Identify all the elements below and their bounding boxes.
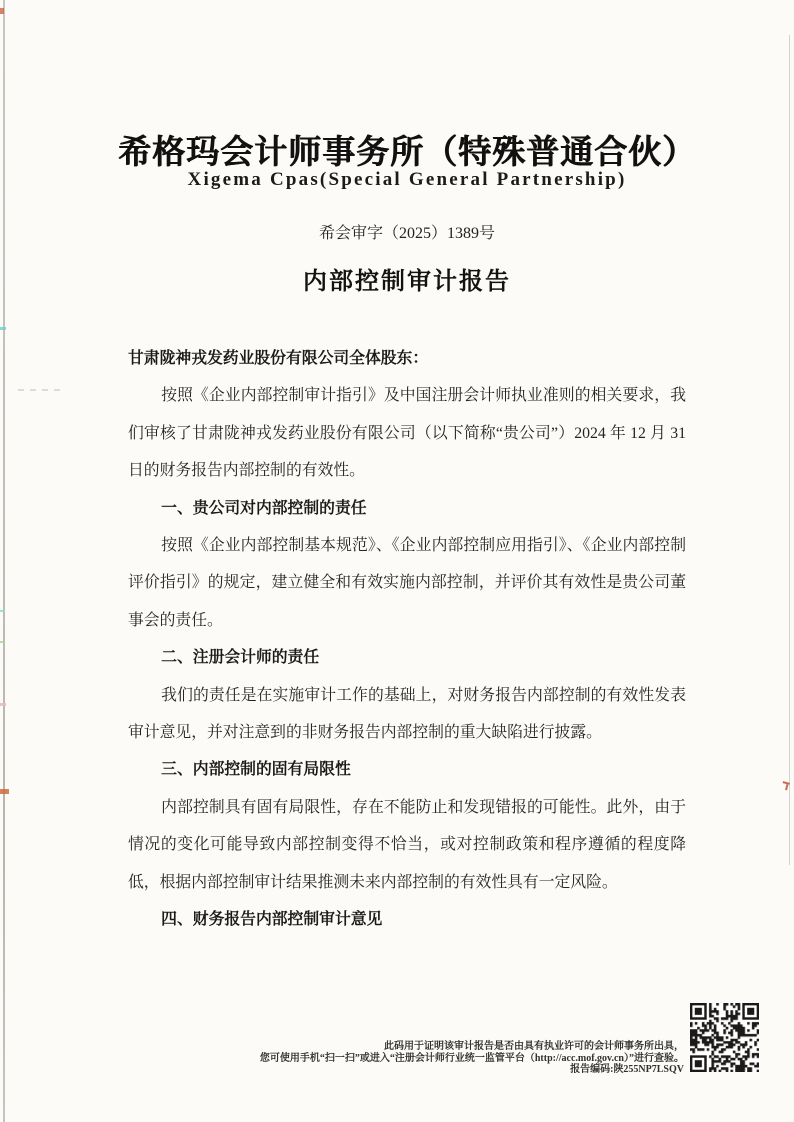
scan-artifact (0, 8, 4, 14)
section-3-paragraph: 内部控制具有固有局限性，存在不能防止和发现错报的可能性。此外，由于情况的变化可能导致内部控制变得不恰当，或对控制政策和程序遵循的程度降低，根据内部控制审计结果推测未来内部控制的有效性具有一定风险。 (128, 798, 686, 891)
verification-note-line-2: 您可使用手机“扫一扫”或进入“注册会计师行业统一监管平台（http://acc.mof.gov.cn）”进行查验。 (259, 1052, 684, 1064)
salutation: 甘肃陇神戎发药业股份有限公司全体股东： (128, 350, 429, 367)
verification-qr-code (690, 1003, 759, 1072)
scan-artifact (0, 789, 9, 794)
report-body (128, 340, 686, 939)
report-title: 内部控制审计报告 (303, 269, 511, 295)
scan-edge-line-left (3, 0, 5, 1122)
document-number: 希会审字（2025）1389号 (318, 225, 495, 242)
report-code-label: 报告编码: (570, 1064, 614, 1076)
verification-note-line-1: 此码用于证明该审计报告是否由具有执业许可的会计师事务所出具， (384, 1041, 684, 1052)
section-4-heading: 四、财务报告内部控制审计意见 (161, 911, 383, 929)
section-1-paragraph: 按照《企业内部控制基本规范》、《企业内部控制应用指引》、《企业内部控制评价指引》的规定，建立健全和有效实施内部控制，并评价其有效性是贵公司董事会的责任。 (128, 537, 686, 629)
firm-name-chinese: 希格玛会计师事务所（特殊普通合伙） (118, 135, 696, 171)
section-2-heading: 二、注册会计师的责任 (161, 649, 320, 667)
scan-artifact (0, 610, 5, 612)
scan-artifact (0, 703, 6, 706)
report-code-value: 陕255NP7LSQV (613, 1064, 684, 1076)
section-3-heading: 三、内部控制的固有局限性 (161, 761, 351, 779)
verification-note (160, 1041, 684, 1076)
scan-artifact (0, 327, 6, 330)
section-1-heading: 一、贵公司对内部控制的责任 (161, 499, 367, 517)
section-2-paragraph: 我们的责任是在实施审计工作的基础上，对财务报告内部控制的有效性发表审计意见，并对注意到的非财务报告内部控制的重大缺陷进行披露。 (128, 686, 686, 742)
report-code-line (160, 1064, 684, 1076)
firm-name-english: Xigema Cpas(Special General Partnership) (187, 169, 627, 190)
intro-paragraph: 按照《企业内部控制审计指引》及中国注册会计师执业准则的相关要求，我们审核了甘肃陇神戎发药业股份有限公司（以下简称“贵公司”）2024 年 12 月 31 日的财务报告内部控制的有效性。 (128, 387, 686, 480)
scan-artifact (18, 389, 60, 391)
scan-artifact (0, 641, 5, 643)
